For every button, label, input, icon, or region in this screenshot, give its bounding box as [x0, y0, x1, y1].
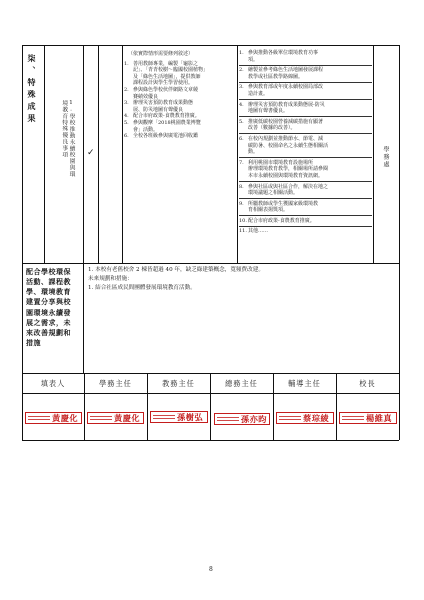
list-item-text: 賽績效優良 [133, 93, 159, 100]
future-label-line: 配合學校環保 [26, 267, 71, 276]
list-item-line [124, 100, 236, 107]
list-item-divider [239, 157, 372, 158]
list-item-text: 全校各班級參與廣電池回收鑑 [133, 133, 199, 140]
section7-middle-list [124, 51, 236, 140]
stamp-title-marks [279, 416, 301, 420]
list-item-text: 辦理災害預防教育成果動態展-防災 [248, 101, 325, 108]
table-border-bottom [22, 440, 399, 441]
list-item-line [239, 50, 372, 57]
stamp-name: 楊維真 [366, 412, 393, 423]
list-item-line [239, 108, 372, 115]
list-item [124, 100, 236, 113]
list-item-number: 2. [239, 67, 244, 74]
list-item-line [239, 91, 372, 98]
list-item-text: 辦理災害預防教育成果動態 [133, 100, 194, 107]
list-item-divider [239, 181, 372, 182]
list-item-text: 參與觀摩「2018桃園農業博覽 [133, 119, 201, 126]
list-item [239, 50, 372, 63]
list-item-text: 所屬教師或學生獲國家級環境教 [248, 200, 319, 207]
list-item-number: 11. [239, 228, 247, 235]
list-item-number: 1. [239, 50, 244, 56]
section7-col-divider-4 [122, 45, 123, 263]
list-item-number: 3. [124, 100, 129, 107]
list-item-line [124, 67, 236, 74]
future-label-line: 來改善規劃和 [26, 327, 71, 337]
list-item-line [239, 136, 372, 143]
list-item [124, 113, 236, 120]
signature-header-general-affairs: 總務主任 [225, 379, 258, 388]
signature-header-filler: 填表人 [40, 379, 66, 388]
list-item [124, 61, 236, 87]
list-item-text: 教學或社區教學路線圖。 [248, 73, 304, 80]
list-item-text: 項。 [248, 56, 259, 63]
signature-header-academic-affairs: 教務主任 [162, 379, 195, 388]
section7-col-divider-3 [98, 45, 99, 263]
list-item-text: 繪製並參考綠色生活地圖發展課程 [248, 67, 324, 74]
list-item [239, 218, 372, 225]
signature-header-counseling: 輔導主任 [288, 379, 321, 388]
list-item-divider [239, 65, 372, 66]
signature-stamp-general-affairs [214, 413, 270, 425]
stamp-name: 孫亦昀 [240, 413, 267, 424]
list-item-text: 參與社區或與社區合作，解決在地之 [248, 183, 329, 190]
list-item-number: 5. [124, 119, 129, 126]
future-label-line: 園環境永續發 [26, 307, 71, 317]
stamp-title-marks [217, 417, 239, 421]
signature-stamp-principal [339, 412, 397, 424]
section7-bottom-border [22, 263, 399, 264]
list-item-number: 10. [239, 217, 247, 224]
signature-stamp-filler [25, 412, 82, 424]
list-item-line [239, 166, 372, 173]
list-item [239, 201, 372, 214]
list-item-number: 7. [239, 159, 244, 166]
list-item-line [239, 218, 372, 225]
list-item-line [239, 143, 372, 150]
future-col-divider [83, 263, 84, 373]
list-item-divider [239, 116, 372, 117]
list-item-line [124, 80, 236, 87]
list-item-text: 造計畫。 [248, 90, 269, 97]
list-item-line [239, 228, 372, 235]
list-item [124, 133, 236, 140]
list-item-text: 展、防災地圖有聲優良 [133, 106, 184, 113]
list-item-text: 善用教師專業，編製「龜影之 [133, 60, 199, 67]
future-label-line: 展之需求，未 [26, 317, 71, 327]
list-item-text: 地圖有聲書優良。 [248, 108, 289, 115]
stamp-title-marks [153, 415, 175, 419]
signature-stamp-academic-affairs [150, 411, 208, 423]
list-item-number: 4. [239, 101, 244, 108]
list-item-line [124, 120, 236, 127]
list-item-text: 配合市府政策-食農教育推廣。 [133, 113, 200, 120]
list-item-text: 改善（數據的改善）。 [248, 125, 296, 132]
list-item-number: 5. [239, 118, 244, 125]
list-item-text: 會」活動。 [133, 126, 159, 133]
section7-col-divider-6 [373, 45, 374, 263]
list-item-divider [239, 99, 372, 100]
list-item-divider [239, 215, 372, 216]
list-item-line [239, 74, 372, 81]
list-item [239, 67, 372, 80]
future-line: 未來規劃和措施： [88, 276, 133, 283]
signature-stamp-counseling [276, 412, 334, 424]
page-number: 8 [209, 566, 213, 573]
section7-check-mark: ✓ [87, 148, 95, 158]
list-item-divider [239, 198, 372, 199]
list-item-number: 1. [124, 60, 129, 67]
list-item-text: 辦理環境教育教學，相關場所請參閱 [248, 166, 329, 173]
list-item-text: 及「綠色生活地圖」，提供教師 [133, 73, 201, 80]
section7-note: （依實際情形需要條列敘述） [128, 51, 194, 57]
list-item-text: 本市永續校園與環境教育資訊網。 [248, 172, 324, 179]
stamp-name: 黃慶化 [114, 412, 141, 423]
section7-right-list [239, 50, 372, 235]
section7-item-label: 1.學校推動永續校園與環境教育特殊優良事項 [60, 100, 74, 178]
list-item [124, 87, 236, 100]
future-label-line: 建置分享與校 [26, 297, 71, 307]
list-item-line [124, 87, 236, 94]
list-item-line [239, 149, 372, 156]
stamp-name: 黃慶化 [52, 412, 79, 423]
section7-responsible: 學務處 [382, 146, 389, 169]
list-item-divider [239, 133, 372, 134]
list-item-line [239, 57, 372, 64]
list-item-text: 環境議題之相關活動。 [248, 190, 299, 197]
list-item-number: 6. [239, 135, 244, 142]
future-label-line: 學、環境教育 [26, 287, 71, 297]
stamp-title-marks [342, 416, 364, 420]
list-item-text: 配合市府政策-食農教育推廣。 [248, 217, 315, 224]
list-item-number: 6. [124, 133, 129, 140]
list-item [239, 160, 372, 180]
list-item-divider [239, 82, 372, 83]
list-item-text: 課程設計與學生學習使用。 [133, 80, 194, 87]
table-border-right [399, 45, 400, 440]
list-item [239, 184, 372, 197]
list-item-line [239, 173, 372, 180]
list-item [124, 120, 236, 133]
future-line: 1. 本校有老舊校舍 2 棟皆超過 40 年，缺乏綠建築概念，寬頻費改建。 [88, 267, 264, 273]
list-item-number: 4. [124, 113, 129, 120]
list-item-text: 參與教育部或年度永續校園局部改 [248, 84, 324, 91]
list-item-line [239, 207, 372, 214]
stamp-title-marks [90, 416, 112, 420]
list-item-line [239, 67, 372, 74]
list-item-text: 在校內規劃並推動節水、節電、減 [248, 135, 324, 142]
list-item-line [124, 113, 236, 120]
section7-col-divider-1 [44, 45, 45, 263]
table-border-top [22, 45, 399, 46]
list-item-text: 其他…… [248, 228, 269, 235]
list-item-divider [239, 226, 372, 227]
list-item-line [239, 190, 372, 197]
section7-title: 柒、特殊成果 [27, 54, 37, 126]
list-item-text: 參與推動各級單位環境教育功事 [248, 50, 319, 56]
list-item-number: 9. [239, 200, 244, 207]
list-item-text: 動。 [248, 149, 259, 156]
future-label-line: 措施 [26, 337, 41, 347]
list-item-number: 3. [239, 84, 244, 91]
list-item-text: 參與綠色學校伙伴網路文章競 [133, 86, 199, 93]
list-item-line [124, 133, 236, 140]
list-item-line [239, 125, 372, 132]
list-item-text: 碳防暑、校園命名之永續生態相關活 [248, 142, 329, 149]
future-label-line: 活動、課程教 [26, 277, 71, 287]
stamp-name: 蔡琮綾 [303, 412, 330, 423]
list-item-text: 育相關表揚獎項。 [248, 207, 289, 214]
signature-header-student-affairs: 學務主任 [99, 379, 132, 388]
signature-stamp-student-affairs [87, 412, 144, 424]
future-line: 1. 結合社區成民間團體發展環境教育活動。 [88, 285, 196, 292]
section7-col-divider-5 [237, 45, 238, 263]
list-item [239, 228, 372, 235]
list-item-text: 推廣低碳校園營養減碳措施有顯著 [248, 118, 324, 125]
stamp-name: 孫樹弘 [177, 411, 204, 422]
list-item [239, 84, 372, 97]
list-item-line [239, 84, 372, 91]
section7-col-divider-2 [83, 45, 84, 263]
future-label [26, 267, 83, 348]
stamp-title-marks [28, 416, 50, 420]
list-item-number: 8. [239, 183, 244, 190]
list-item-text: 利用桃園市環境教育設施場所 [248, 159, 314, 166]
list-item [239, 136, 372, 156]
list-item-number: 2. [124, 86, 129, 93]
signature-header-principal: 校長 [359, 379, 376, 388]
future-content [88, 266, 393, 292]
list-item [239, 102, 372, 115]
list-item-text: 記」、「青青校樹～臨國校園植物」 [133, 67, 209, 74]
list-item [239, 119, 372, 132]
